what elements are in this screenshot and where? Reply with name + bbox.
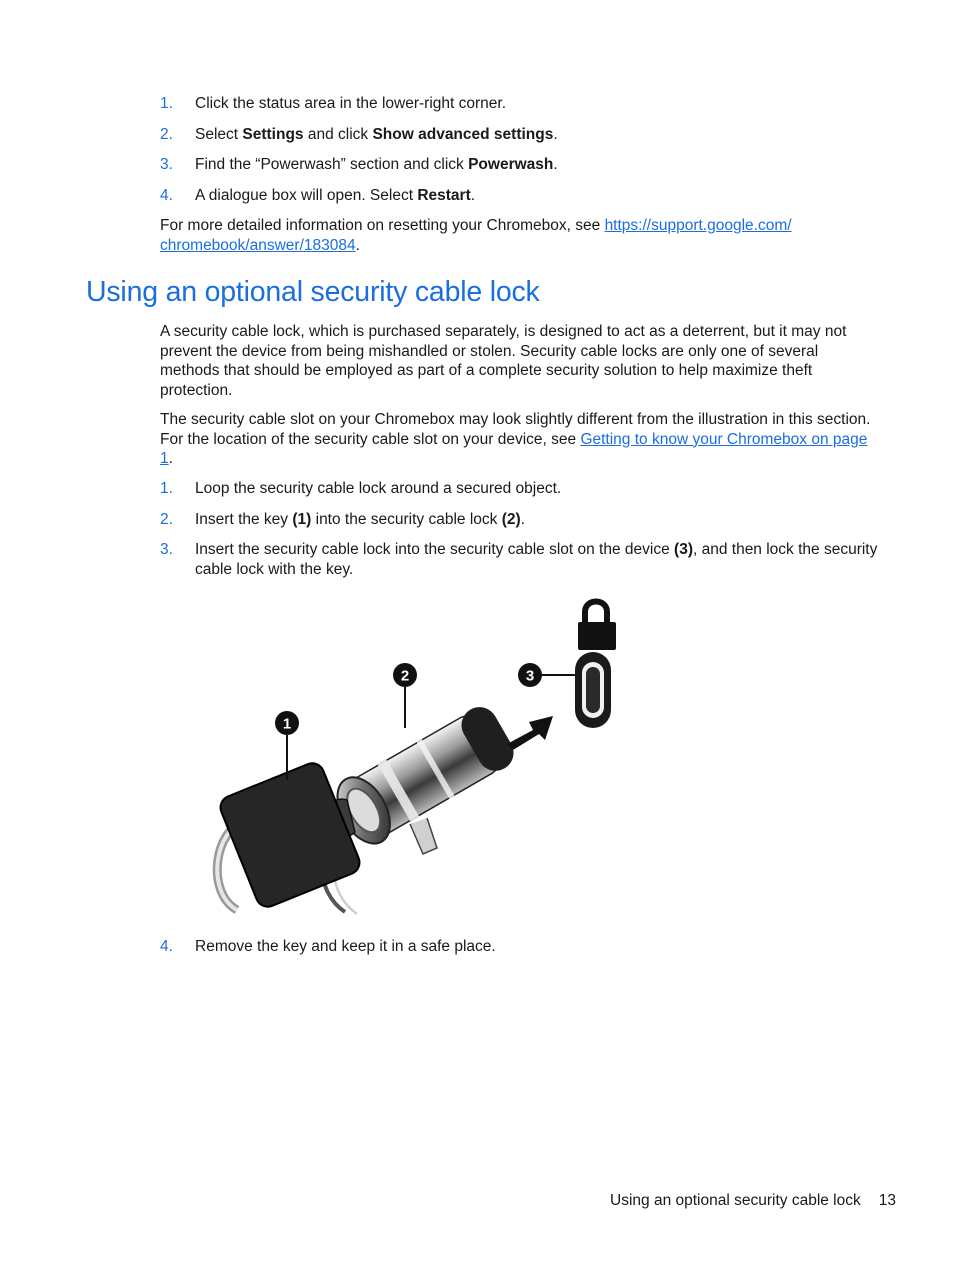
restart-term: Restart [417,187,471,204]
slot-callout-ref: (3) [674,541,693,558]
step-number: 3. [160,156,173,173]
footer-title: Using an optional security cable lock [610,1192,861,1209]
cable-lock-icon [327,699,521,854]
step-text: Select Settings and click Show advanced settings. [195,126,558,143]
security-cable-lock-illustration [195,592,625,922]
callout-2-label: 2 [400,667,410,685]
support-link-line2[interactable]: chromebook/answer/183084 [160,236,356,254]
padlock-icon [578,602,616,651]
intro-paragraph: A security cable lock, which is purchased separately, is designed to act as a deterrent, but it may not prevent the device from being mishandled or stolen. Security cable locks are only one of several methods that should be employed as part of a complete security solution to help maximize theft protection. [160,323,847,399]
reset-info-paragraph: For more detailed information on resetting your Chromebox, see https://support.google.com/ chromebook/answer/183084. [160,217,792,254]
step-number: 3. [160,541,173,558]
step-text: Remove the key and keep it in a safe place. [195,938,496,955]
callout-3-label: 3 [525,667,535,685]
step-number: 4. [160,938,173,955]
step-text: Loop the security cable lock around a secured object. [195,480,562,497]
slot-paragraph: The security cable slot on your Chromebox may look slightly different from the illustration in this section. For the location of the security cable slot on your device, see Getting to know your Chromebox on page 1. [160,411,871,467]
step-number: 1. [160,480,173,497]
powerwash-term: Powerwash [468,156,554,173]
step-text: A dialogue box will open. Select Restart. [195,187,476,204]
callout-1-label: 1 [282,715,292,733]
insert-arrow-icon [507,716,553,750]
step-number: 2. [160,511,173,528]
getting-to-know-link[interactable]: Getting to know your Chromebox on page 1 [160,430,868,467]
page-footer [560,1191,896,1211]
key-callout-ref: (1) [292,511,312,528]
step-number: 1. [160,95,173,112]
step-text: Insert the security cable lock into the security cable slot on the device (3), and then lock the security cable lock with the key. [195,541,878,578]
step-number: 2. [160,126,173,143]
settings-term: Settings [242,126,304,143]
security-slot-icon [575,652,611,728]
section-title: Using an optional security cable lock [86,276,540,308]
step-text: Insert the key (1) into the security cable lock (2). [195,511,525,528]
step-number: 4. [160,187,173,204]
lock-callout-ref: (2) [501,511,521,528]
page-number: 13 [878,1192,896,1209]
show-advanced-settings-term: Show advanced settings [372,126,554,143]
step-text: Click the status area in the lower-right corner. [195,95,506,112]
callout-3 [518,663,583,687]
step-text: Find the “Powerwash” section and click Powerwash. [195,156,558,173]
support-link-line1[interactable]: https://support.google.com/ [604,217,792,234]
callout-2 [393,663,417,728]
